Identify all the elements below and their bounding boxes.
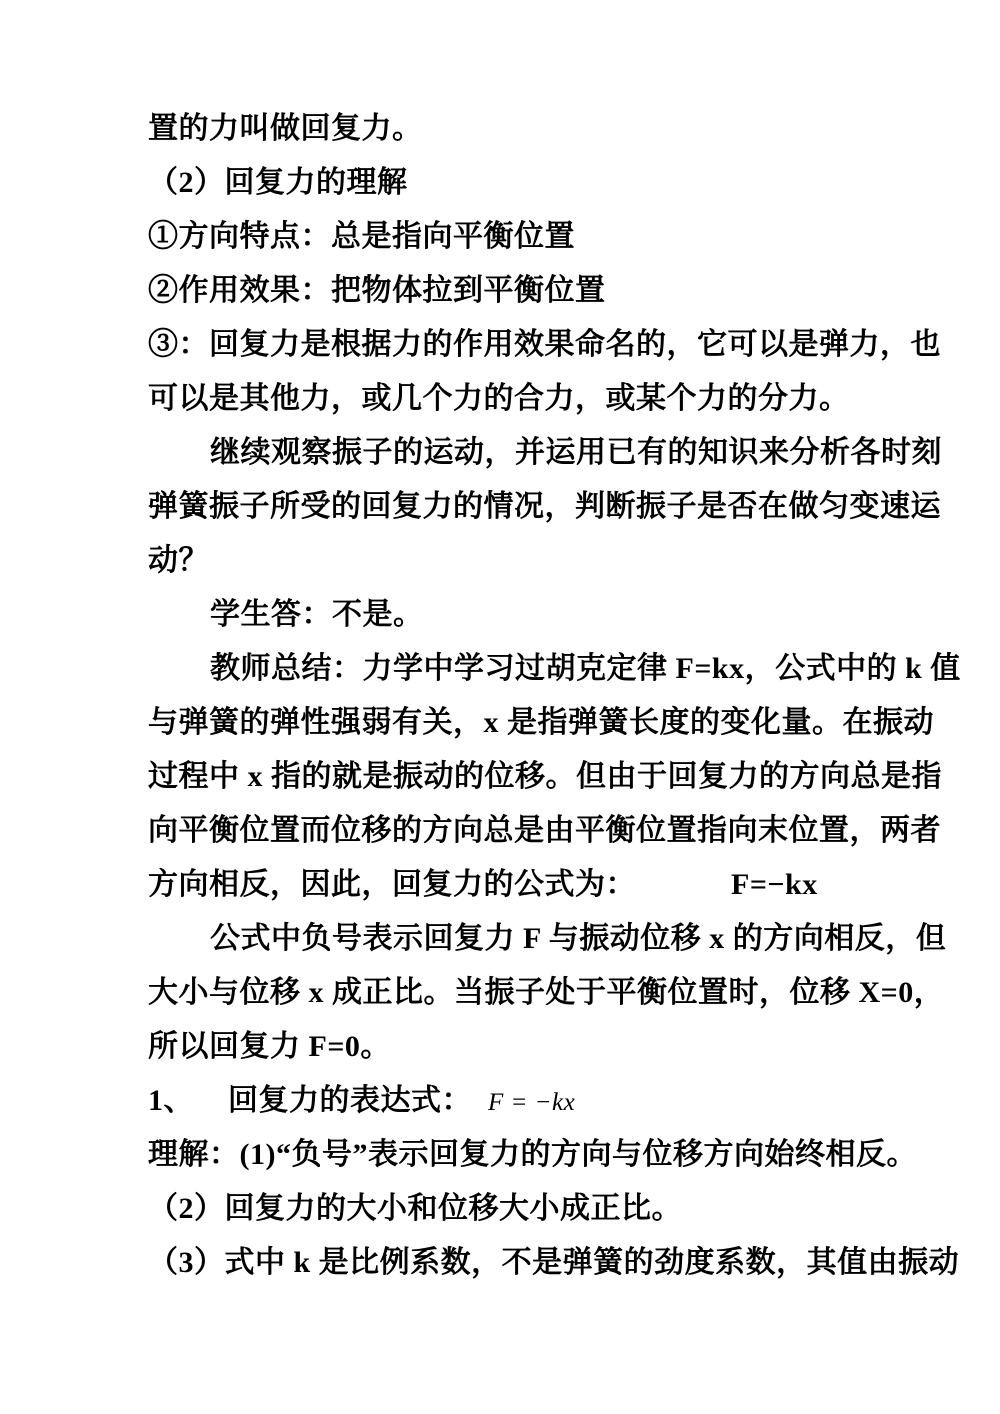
expression-heading-line	[148, 1074, 860, 1128]
formula-f-equals-minus-kx-italic: F = −kx	[488, 1089, 576, 1116]
teacher-summary-line: 教师总结：力学中学习过胡克定律 F=kx，公式中的 k 值	[210, 652, 961, 685]
formula-f-equals-minus-kx: F=−kx	[731, 868, 818, 901]
understanding-point-line: 理解：(1)“负号”表示回复力的方向与位移方向始终相反。	[148, 1138, 917, 1171]
text-line: 动？	[148, 544, 209, 577]
text-line: 向平衡位置而位移的方向总是由平衡位置指向末位置，两者	[148, 814, 941, 847]
section-heading-line: （2）回复力的理解	[148, 166, 408, 199]
text-line: 继续观察振子的运动，并运用已有的知识来分析各时刻	[210, 436, 942, 469]
expression-label: 回复力的表达式：	[228, 1084, 472, 1117]
text-line: 大小与位移 x 成正比。当振子处于平衡位置时，位移 X=0，	[148, 976, 945, 1009]
text-line: 所以回复力 F=0。	[148, 1030, 391, 1063]
document-body	[148, 102, 961, 1290]
text-line: 可以是其他力，或几个力的合力，或某个力的分力。	[148, 382, 850, 415]
text-line: 置的力叫做回复力。	[148, 112, 423, 145]
numbered-point-line: ①方向特点：总是指向平衡位置	[148, 220, 575, 253]
numbered-point-line: ②作用效果：把物体拉到平衡位置	[148, 274, 606, 307]
text-line: 弹簧振子所受的回复力的情况，判断振子是否在做匀变速运	[148, 490, 941, 523]
student-answer-line: 学生答：不是。	[210, 598, 424, 631]
list-number: 1、	[148, 1084, 194, 1117]
understanding-point-line: （2）回复力的大小和位移大小成正比。	[148, 1192, 682, 1225]
text-line: 与弹簧的弹性强弱有关，x 是指弹簧长度的变化量。在振动	[148, 706, 934, 739]
numbered-point-line: ③：回复力是根据力的作用效果命名的，它可以是弹力，也	[148, 328, 941, 361]
text-line: 过程中 x 指的就是振动的位移。但由于回复力的方向总是指	[148, 760, 942, 793]
text-line: 公式中负号表示回复力 F 与振动位移 x 的方向相反，但	[210, 922, 947, 955]
text-line-with-formula	[148, 858, 860, 912]
line-text: 方向相反，因此，回复力的公式为：	[148, 868, 636, 901]
understanding-point-line: （3）式中 k 是比例系数，不是弹簧的劲度系数，其值由振动	[148, 1246, 960, 1279]
